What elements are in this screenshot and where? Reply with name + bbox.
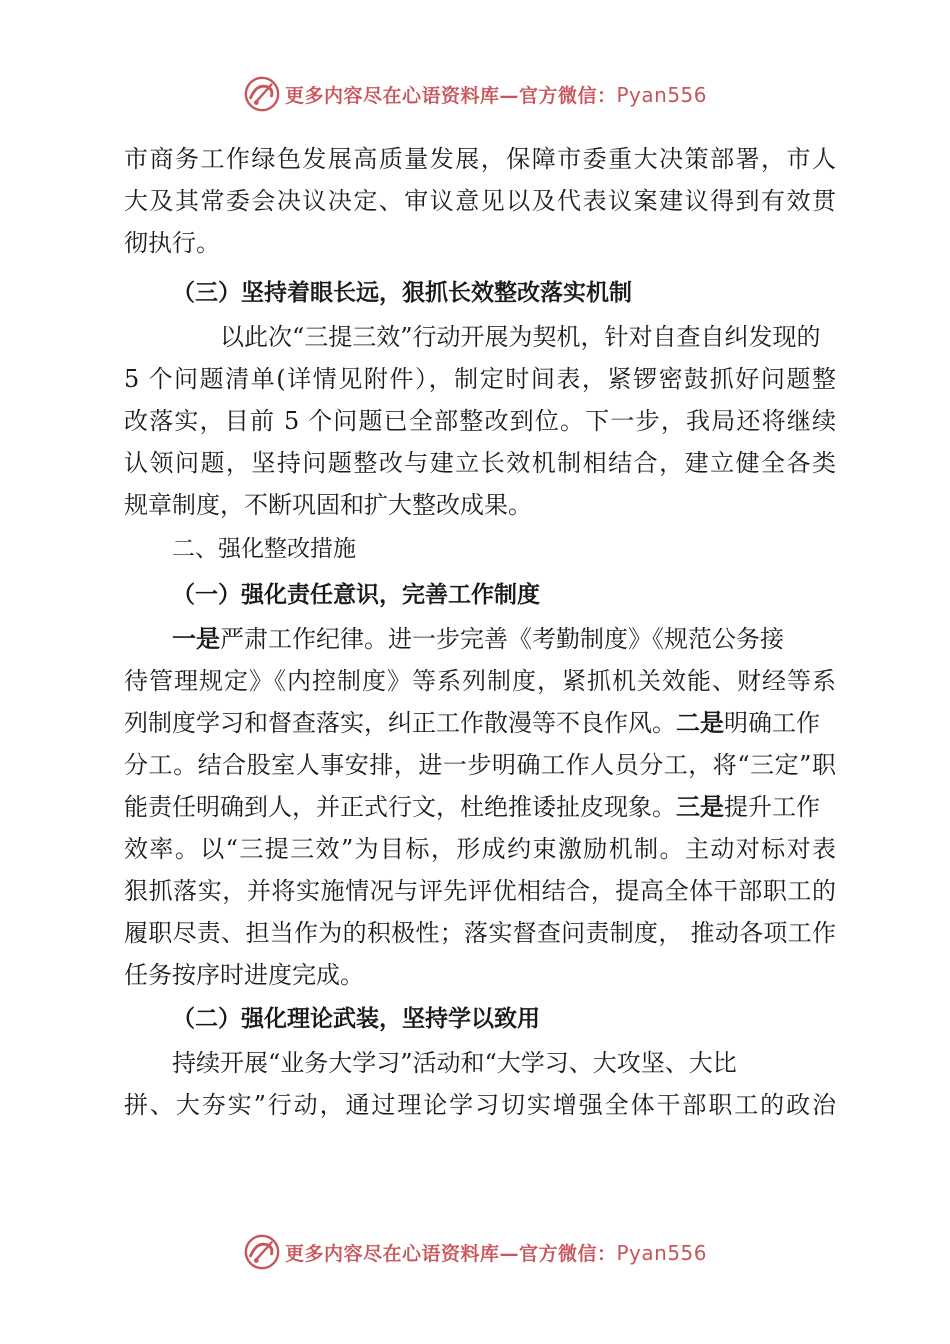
paragraph-line: 待管理规定》《内控制度》等系列制度，紧抓机关效能、财经等系 — [124, 667, 836, 695]
paragraph-line: 列制度学习和督查落实，纠正工作散漫等不良作风。二是明确工作 — [124, 709, 820, 737]
paragraph-line: 效率。以“三提三效”为目标，形成约束激励机制。主动对标对表 — [124, 835, 836, 863]
paragraph-line: 一是严肃工作纪律。进一步完善《考勤制度》《规范公务接 — [172, 625, 784, 653]
paragraph-line: 拼、大夯实”行动，通过理论学习切实增强全体干部职工的政治 — [124, 1091, 836, 1119]
paragraph-line: 任务按序时进度完成。 — [124, 961, 364, 989]
paragraph-line: 改落实，目前 5 个问题已全部整改到位。下一步，我局还将继续 — [124, 407, 836, 435]
subheading-three: （三）坚持着眼长远，狠抓长效整改落实机制 — [172, 280, 632, 306]
paragraph-line: 规章制度，不断巩固和扩大整改成果。 — [124, 491, 532, 519]
paragraph-line: 彻执行。 — [124, 229, 220, 257]
wechat-id: Pyan556 — [616, 82, 708, 107]
watermark-text: 更多内容尽在心语资料库—官方微信：Pyan556 — [284, 82, 708, 107]
brand-logo-icon — [243, 75, 281, 113]
subheading-two: （二）强化理论武装，坚持学以致用 — [172, 1006, 540, 1032]
paragraph-line: 履职尽责、担当作为的积极性；落实督查问责制度， 推动各项工作 — [124, 919, 836, 947]
section-heading: 二、强化整改措施 — [172, 536, 356, 562]
wechat-id: Pyan556 — [616, 1240, 708, 1265]
subheading-one: （一）强化责任意识，完善工作制度 — [172, 582, 540, 608]
paragraph-line: 市商务工作绿色发展高质量发展，保障市委重大决策部署，市人 — [124, 145, 836, 173]
paragraph-line: 大及其常委会决议决定、审议意见以及代表议案建议得到有效贯 — [124, 187, 836, 215]
paragraph-line: 分工。结合股室人事安排，进一步明确工作人员分工，将“三定”职 — [124, 751, 836, 779]
bold-lead: 二是 — [676, 709, 724, 737]
paragraph-line: 以此次“三提三效”行动开展为契机，针对自查自纠发现的 — [220, 323, 821, 351]
paragraph-line: 5 个问题清单(详情见附件），制定时间表，紧锣密鼓抓好问题整 — [124, 365, 836, 393]
footer-watermark — [0, 1230, 950, 1274]
paragraph-line: 能责任明确到人，并正式行文，杜绝推诿扯皮现象。三是提升工作 — [124, 793, 820, 821]
header-watermark — [0, 72, 950, 116]
bold-lead: 三是 — [676, 793, 724, 821]
paragraph-line: 持续开展“业务大学习”活动和“大学习、大攻坚、大比 — [172, 1049, 737, 1077]
watermark-text: 更多内容尽在心语资料库—官方微信：Pyan556 — [284, 1240, 708, 1265]
brand-logo-icon — [243, 1233, 281, 1271]
paragraph-line: 认领问题，坚持问题整改与建立长效机制相结合，建立健全各类 — [124, 449, 836, 477]
bold-lead: 一是 — [172, 625, 220, 653]
paragraph-line: 狠抓落实，并将实施情况与评先评优相结合，提高全体干部职工的 — [124, 877, 836, 905]
document-body — [124, 138, 836, 1126]
